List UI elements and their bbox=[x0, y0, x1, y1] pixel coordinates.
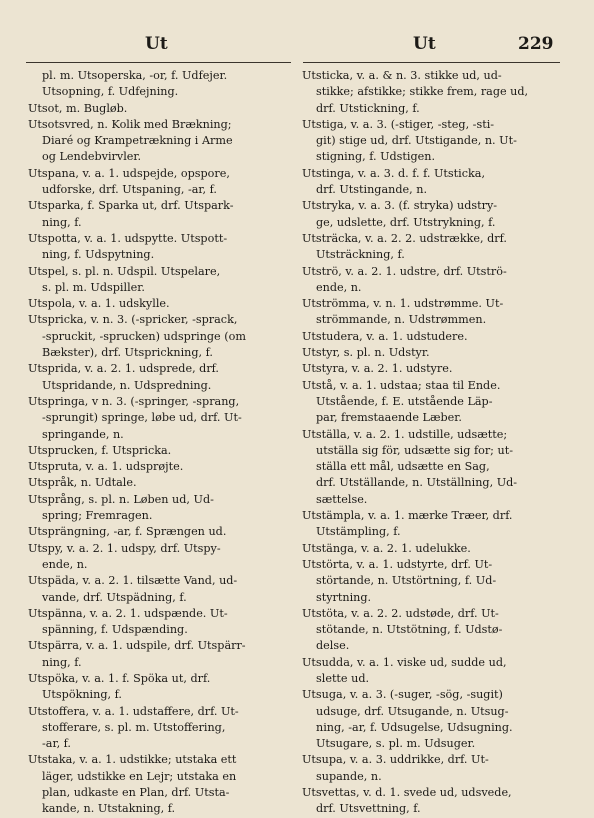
entry-line: Utsprång, s. pl. n. Løben ud, Ud- bbox=[28, 492, 214, 506]
entry-line: slette ud. bbox=[316, 671, 370, 685]
entry-line: Utställa, v. a. 2. 1. udstille, udsætte; bbox=[302, 427, 508, 441]
entry-line: drf. Utstickning, f. bbox=[316, 101, 420, 115]
entry-line: Utspana, v. a. 1. udspejde, opspore, bbox=[28, 166, 230, 180]
entry-line: drf. Utstingande, n. bbox=[316, 183, 428, 197]
right-header-rule bbox=[303, 62, 560, 63]
entry-line: Utsugare, s. pl. m. Udsuger. bbox=[316, 737, 476, 751]
entry-line: pl. m. Utsoperska, -or, f. Udfejer. bbox=[42, 69, 228, 82]
entry-line: sættelse. bbox=[316, 492, 368, 506]
entry-line: ning, -ar, f. Udsugelse, Udsugning. bbox=[316, 720, 513, 734]
entry-line: Utstaka, v. a. 1. udstikke; utstaka ett bbox=[28, 753, 237, 767]
entry-line: ning, f. bbox=[42, 215, 82, 229]
entry-line: drf. Utsvettning, f. bbox=[316, 802, 421, 816]
entry-line: Utspänna, v. a. 2. 1. udspænde. Ut- bbox=[28, 606, 228, 620]
entry-line: Utstå, v. a. 1. udstaa; staa til Ende. bbox=[302, 378, 501, 392]
entry-line: git) stige ud, drf. Utstigande, n. Ut- bbox=[316, 134, 517, 148]
entry-line: strömmande, n. Udstrømmen. bbox=[316, 313, 487, 327]
entry-line: ende, n. bbox=[316, 280, 362, 294]
entry-line: störtande, n. Utstörtning, f. Ud- bbox=[316, 574, 497, 588]
entry-line: Utspruta, v. a. 1. udsprøjte. bbox=[28, 460, 184, 474]
entry-line: Utspäda, v. a. 2. 1. tilsætte Vand, ud- bbox=[28, 574, 238, 588]
entry-line: kande, n. Utstakning, f. bbox=[42, 802, 176, 816]
entry-line: Utstyra, v. a. 2. 1. udstyre. bbox=[302, 362, 453, 376]
entry-line: stigning, f. Udstigen. bbox=[316, 150, 436, 164]
entry-line: ning, f. Udspytning. bbox=[42, 248, 155, 262]
entry-line: Utsticka, v. a. & n. 3. stikke ud, ud- bbox=[302, 69, 502, 82]
left-column bbox=[28, 68, 290, 818]
entry-line: Utstinga, v. a. 3. d. f. f. Utsticka, bbox=[302, 166, 485, 180]
entry-line: Utspridande, n. Udspredning. bbox=[42, 378, 212, 392]
entry-line: Utstöta, v. a. 2. 2. udstøde, drf. Ut- bbox=[302, 606, 499, 620]
entry-line: Utstudera, v. a. 1. udstudere. bbox=[302, 329, 468, 343]
entry-line: Utsträckning, f. bbox=[316, 248, 405, 262]
page-header bbox=[0, 30, 594, 60]
entry-line: drf. Utställande, n. Utställning, Ud- bbox=[316, 476, 518, 490]
entry-line: spänning, f. Udspænding. bbox=[42, 623, 188, 637]
entry-line: Utspricka, v. n. 3. (-spricker, -sprack, bbox=[28, 313, 238, 327]
entry-line: Utsträcka, v. a. 2. 2. udstrække, drf. bbox=[302, 231, 507, 245]
entry-line: supande, n. bbox=[316, 769, 382, 783]
right-column bbox=[302, 68, 560, 818]
entry-line: Utstiga, v. a. 3. (-stiger, -steg, -sti- bbox=[302, 117, 495, 131]
entry-line: ende, n. bbox=[42, 557, 88, 571]
entry-line: Utsuga, v. a. 3. (-suger, -sög, -sugit) bbox=[302, 688, 503, 702]
entry-line: spring; Fremragen. bbox=[42, 509, 153, 523]
entry-line: springande, n. bbox=[42, 427, 124, 441]
entry-line: Utsopning, f. Udfejning. bbox=[42, 85, 179, 99]
entry-line: Utsprida, v. a. 2. 1. udsprede, drf. bbox=[28, 362, 219, 376]
entry-line: Utsvettas, v. d. 1. svede ud, udsvede, bbox=[302, 786, 512, 800]
entry-line: Utspringa, v n. 3. (-springer, -sprang, bbox=[28, 394, 240, 408]
entry-line: Utsprucken, f. Utspricka. bbox=[28, 443, 172, 457]
entry-line: Utströmma, v. n. 1. udstrømme. Ut- bbox=[302, 297, 504, 311]
entry-line: Utstämpla, v. a. 1. mærke Træer, drf. bbox=[302, 509, 513, 523]
entry-line: Utspökning, f. bbox=[42, 688, 122, 702]
entry-line: -spruckit, -sprucken) udspringe (om bbox=[42, 329, 246, 343]
entry-line: Utstörta, v. a. 1. udstyrte, drf. Ut- bbox=[302, 557, 493, 571]
entry-line: ning, f. bbox=[42, 655, 82, 669]
entry-line: udsuge, drf. Utsugande, n. Utsug- bbox=[316, 704, 509, 718]
entry-line: Bækster), drf. Utsprickning, f. bbox=[42, 346, 213, 360]
entry-line: Utspråk, n. Udtale. bbox=[28, 476, 137, 490]
entry-line: Utspotta, v. a. 1. udspytte. Utspott- bbox=[28, 231, 228, 245]
entry-line: og Lendebvirvler. bbox=[42, 150, 142, 164]
entry-line: Utstyr, s. pl. n. Udstyr. bbox=[302, 346, 430, 360]
entry-line: Utstoffera, v. a. 1. udstaffere, drf. Ut- bbox=[28, 704, 239, 718]
entry-line: Utspärra, v. a. 1. udspile, drf. Utspärr- bbox=[28, 639, 246, 653]
entry-line: plan, udkaste en Plan, drf. Utsta- bbox=[42, 786, 230, 800]
left-running-head: Ut bbox=[145, 34, 168, 54]
entry-line: Utspöka, v. a. 1. f. Spöka ut, drf. bbox=[28, 671, 211, 685]
entry-line: Utspola, v. a. 1. udskylle. bbox=[28, 297, 170, 311]
entry-line: ge, udslette, drf. Utstrykning, f. bbox=[316, 215, 496, 229]
entry-line: Utstående, f. E. utstående Läp- bbox=[316, 394, 493, 408]
entry-line: s. pl. m. Udspiller. bbox=[42, 280, 145, 294]
entry-line: par, fremstaaende Læber. bbox=[316, 411, 462, 425]
entry-line: Utsprängning, -ar, f. Sprængen ud. bbox=[28, 525, 227, 539]
left-header-rule bbox=[26, 62, 291, 63]
entry-line: stikke; afstikke; stikke frem, rage ud, bbox=[316, 85, 529, 99]
entry-line: Utströ, v. a. 2. 1. udstre, drf. Utströ- bbox=[302, 264, 507, 278]
right-running-head: Ut bbox=[413, 34, 436, 54]
entry-line: -sprungit) springe, løbe ud, drf. Ut- bbox=[42, 411, 242, 425]
entry-line: delse. bbox=[316, 639, 350, 653]
entry-line: Utspy, v. a. 2. 1. udspy, drf. Utspy- bbox=[28, 541, 221, 555]
entry-line: Utsparka, f. Sparka ut, drf. Utspark- bbox=[28, 199, 234, 213]
entry-line: utställa sig för, udsætte sig for; ut- bbox=[316, 443, 513, 457]
entry-line: Utstryka, v. a. 3. (f. stryka) udstry- bbox=[302, 199, 498, 213]
entry-line: stofferare, s. pl. m. Utstoffering, bbox=[42, 720, 226, 734]
entry-line: udforske, drf. Utspaning, -ar, f. bbox=[42, 183, 217, 197]
page-number: 229 bbox=[518, 34, 554, 54]
entry-line: Diaré og Krampetrækning i Arme bbox=[42, 134, 233, 148]
entry-line: Utstänga, v. a. 2. 1. udelukke. bbox=[302, 541, 471, 555]
entry-line: Utspel, s. pl. n. Udspil. Utspelare, bbox=[28, 264, 221, 278]
entry-line: Utsupa, v. a. 3. uddrikke, drf. Ut- bbox=[302, 753, 489, 767]
entry-line: stötande, n. Utstötning, f. Udstø- bbox=[316, 623, 503, 637]
entry-line: Utstämpling, f. bbox=[316, 525, 401, 539]
entry-line: Utsot, m. Bugløb. bbox=[28, 101, 128, 115]
entry-line: Utsudda, v. a. 1. viske ud, sudde ud, bbox=[302, 655, 507, 669]
entry-line: ställa ett mål, udsætte en Sag, bbox=[316, 460, 490, 474]
entry-line: styrtning. bbox=[316, 590, 372, 604]
entry-line: -ar, f. bbox=[42, 737, 71, 751]
entry-line: Utsotsvred, n. Kolik med Brækning; bbox=[28, 117, 232, 131]
entry-line: vande, drf. Utspädning, f. bbox=[42, 590, 187, 604]
entry-line: läger, udstikke en Lejr; utstaka en bbox=[42, 769, 237, 783]
